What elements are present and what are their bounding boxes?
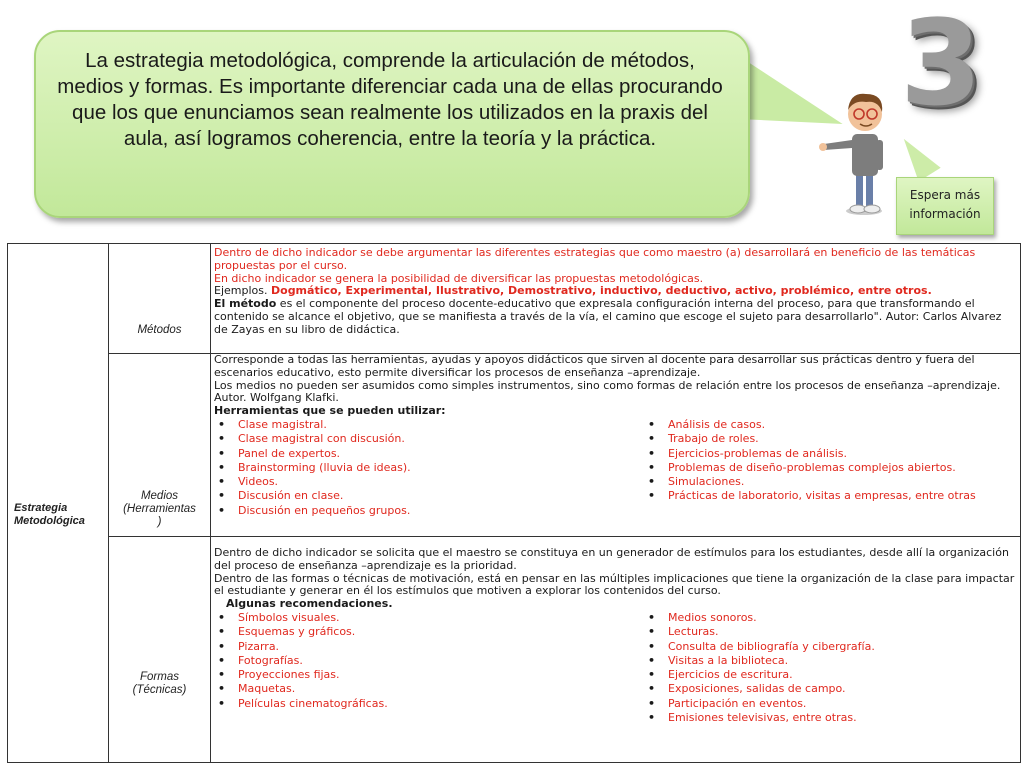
formas-label: [109, 671, 210, 697]
medios-paragraph-2: Los medios no pueden ser asumidos como simples instrumentos, sino como formas de relación entre los procesos de enseñanza –aprendizaje. Autor. Wolfgang Klafki.: [214, 378, 1001, 405]
row-label-formas: [109, 537, 211, 762]
list-item: • Simulaciones.: [644, 475, 1016, 489]
metodos-paragraph-2: En dicho indicador se genera la posibilidad de diversificar las propuestas metodológicas.: [214, 271, 704, 285]
note-line-2: información: [909, 207, 981, 221]
list-item: • Clase magistral con discusión.: [214, 432, 614, 446]
list-item: • Películas cinematográficas.: [214, 697, 614, 711]
metodos-label: Métodos: [137, 324, 182, 336]
formas-label-line2: (Técnicas): [132, 684, 187, 696]
list-item: • Exposiciones, salidas de campo.: [644, 682, 1016, 696]
ejemplos-list: Dogmático, Experimental, Ilustrativo, Demostrativo, inductivo, deductivo, activo, problémico, entre otros.: [271, 284, 932, 298]
row-label-metodos: [109, 244, 211, 353]
strategy-column: [8, 244, 109, 762]
list-item: • Ejercicios de escritura.: [644, 668, 1016, 682]
strategy-label-line1: Estrategia: [14, 502, 68, 514]
list-item: • Participación en eventos.: [644, 697, 1016, 711]
list-item: • Fotografías.: [214, 654, 614, 668]
list-item: • Pizarra.: [214, 640, 614, 654]
list-item: • Problemas de diseño-problemas complejos abiertos.: [644, 461, 1016, 475]
medios-label-line3: ): [157, 516, 162, 528]
formas-paragraph-2: Dentro de las formas o técnicas de motivación, está en pensar en las múltiples implicaciones que tiene la organización de la clase para impactar el estudiante y generar en él los estímulos que motiven a explorar los contenidos del curso.: [214, 571, 1015, 598]
list-item: • Trabajo de roles.: [644, 432, 1016, 446]
step-number: 3: [900, 0, 983, 132]
info-note: [896, 177, 994, 235]
methodology-table: [7, 243, 1021, 763]
list-item: • Análisis de casos.: [644, 418, 1016, 432]
list-item: • Medios sonoros.: [644, 611, 1016, 625]
metodo-lead: El método: [214, 297, 277, 311]
medios-label: [109, 490, 210, 529]
list-item: • Videos.: [214, 475, 614, 489]
list-item: • Discusión en pequeños grupos.: [214, 504, 614, 518]
list-item: • Esquemas y gráficos.: [214, 625, 614, 639]
list-item: • Panel de expertos.: [214, 447, 614, 461]
list-item: • Maquetas.: [214, 682, 614, 696]
list-item: • Consulta de bibliografía y cibergrafía.: [644, 640, 1016, 654]
medios-cell: [214, 354, 1016, 538]
list-item: • Prácticas de laboratorio, visitas a empresas, entre otras: [644, 489, 1016, 503]
formas-heading: Algunas recomendaciones.: [226, 597, 393, 611]
strategy-label: [14, 502, 85, 528]
medios-heading: Herramientas que se pueden utilizar:: [214, 404, 446, 418]
metodos-definition: [214, 298, 1016, 336]
metodos-paragraph-1: Dentro de dicho indicador se debe argumentar las diferentes estrategias que como maestro (a) desarrollará en beneficio de las temáticas propuestas por el curso.: [214, 246, 976, 272]
medios-left-list: [214, 418, 614, 518]
medios-lists: [214, 418, 1016, 538]
medios-paragraph-1: Corresponde a todas las herramientas, ayudas y apoyos didácticos que sirven al docente para desarrollar sus prácticas dentro y fuera del escenarios educativo, esto permite diversificar los procesos de enseñanza –aprendizaje.: [214, 353, 975, 379]
list-item: • Visitas a la biblioteca.: [644, 654, 1016, 668]
formas-right-list: [644, 611, 1016, 725]
medios-label-line2: (Herramientas: [123, 503, 196, 515]
formas-cell: [214, 547, 1016, 741]
row-label-medios: [109, 354, 211, 536]
list-item: • Brainstorming (lluvia de ideas).: [214, 461, 614, 475]
formas-left-list: [214, 611, 614, 711]
metodos-cell: [214, 247, 1016, 337]
list-item: • Proyecciones fijas.: [214, 668, 614, 682]
note-line-1: Espera más: [909, 188, 981, 202]
list-item: • Lecturas.: [644, 625, 1016, 639]
formas-lists: [214, 611, 1016, 741]
metodo-text: es el componente del proceso docente-educativo que expresala configuración interna del proceso, para que transformando el contenido se alcance el objetivo, que se manifiesta a través de la vía, el camino que escoge el sujeto para desarrollarlo". Autor: Carlos Alvarez de Zayas en su libro de didáctica.: [214, 297, 1002, 336]
medios-label-line1: Medios: [140, 490, 179, 502]
list-item: • Ejercicios-problemas de análisis.: [644, 447, 1016, 461]
medios-right-list: [644, 418, 1016, 504]
list-item: • Discusión en clase.: [214, 489, 614, 503]
strategy-label-line2: Metodológica: [14, 515, 85, 527]
speech-bubble-text: La estrategia metodológica, comprende la articulación de métodos, medios y formas. Es importante diferenciar cada una de ellas procurando que los que enunciamos sean realmente los utilizados en la praxis del aula, así logramos coherencia, entre la teoría y la práctica.: [57, 49, 723, 150]
formas-label-line1: Formas: [140, 671, 179, 683]
formas-paragraph-1: Dentro de dicho indicador se solicita que el maestro se constituya en un generador de estímulos para los estudiantes, desde allí la organización del proceso de enseñanza –aprendizaje es la prioridad.: [214, 546, 1009, 572]
list-item: • Símbolos visuales.: [214, 611, 614, 625]
list-item: • Clase magistral.: [214, 418, 614, 432]
list-item: • Emisiones televisivas, entre otras.: [644, 711, 1016, 725]
ejemplos-lead: Ejemplos.: [214, 284, 268, 298]
teacher-character-icon: [818, 84, 898, 218]
note-tail: [895, 130, 940, 181]
